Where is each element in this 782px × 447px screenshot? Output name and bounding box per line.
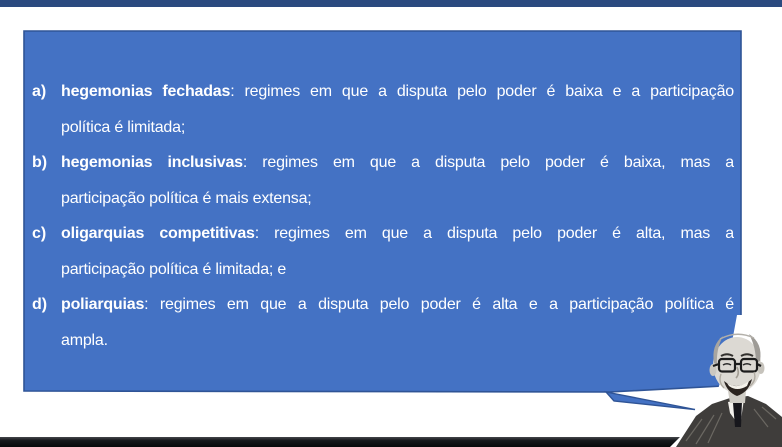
list-item-c <box>31 216 734 287</box>
item-first-line <box>61 287 734 323</box>
item-term: poliarquias <box>61 296 145 313</box>
item-marker: d) <box>32 296 48 313</box>
item-second-line: participação política é mais extensa; <box>61 189 312 207</box>
item-marker: a) <box>32 83 47 100</box>
item-term: hegemonias inclusivas <box>61 154 243 171</box>
person-photo <box>642 315 782 447</box>
item-first-line-text: : regimes em que a disputa pelo poder é alta, mas a <box>254 225 734 242</box>
item-term: hegemonias fechadas <box>61 83 231 100</box>
item-first-line-text: : regimes em que a disputa pelo poder é baixa, mas a <box>242 154 734 171</box>
item-first-line <box>61 74 734 110</box>
list-item-a <box>31 74 734 145</box>
item-marker: c) <box>32 225 47 242</box>
item-first-line-text: : regimes em que a disputa pelo poder é alta e a participação política é <box>144 296 734 313</box>
item-term: oligarquias competitivas <box>61 225 255 242</box>
list-item-b <box>31 145 734 216</box>
item-first-line <box>61 145 734 181</box>
item-second-line: participação política é limitada; e <box>61 260 287 278</box>
list-item-d <box>31 287 734 358</box>
item-second-line: política é limitada; <box>61 118 186 136</box>
item-marker: b) <box>32 154 48 171</box>
item-first-line <box>61 216 734 252</box>
item-second-line: ampla. <box>61 331 108 349</box>
bubble-text-block <box>25 32 739 358</box>
item-first-line-text: : regimes em que a disputa pelo poder é baixa e a participação <box>230 83 734 100</box>
